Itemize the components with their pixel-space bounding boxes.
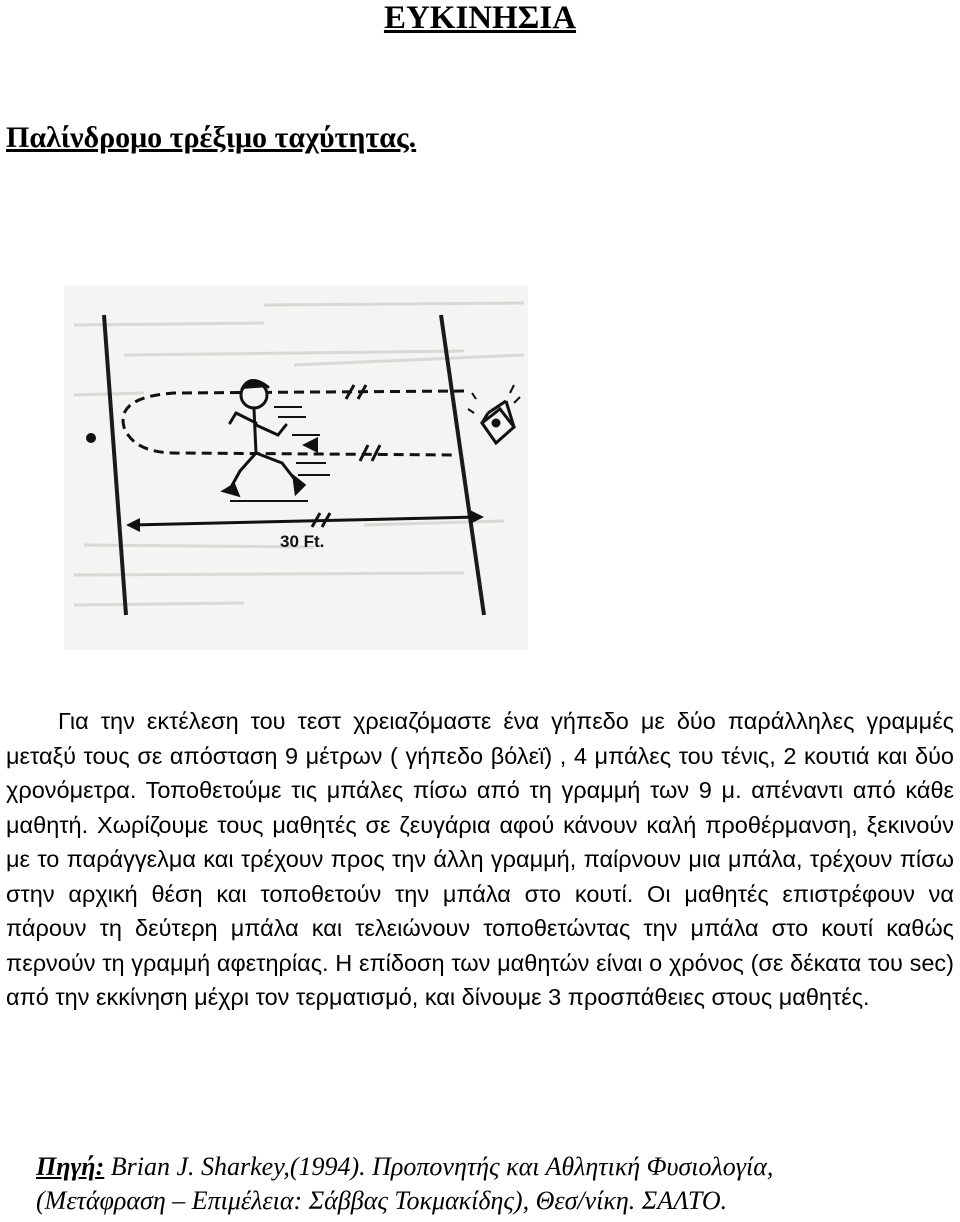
break-marks — [312, 385, 380, 527]
direction-arrow — [302, 437, 318, 453]
start-line — [104, 315, 126, 615]
test-description — [6, 704, 954, 1015]
ball-icon — [86, 433, 96, 443]
turn-line — [441, 315, 484, 615]
runner-figure — [224, 380, 304, 495]
source-citation — [36, 1150, 936, 1218]
description-part-2: Χωρίζουμε τους μαθητές σε ζευγάρια αφού κάνουν καλή προθέρμανση, ξεκινούν με το παράγγελμα και τρέχουν προς την άλλη γραμμή, παίρνουν μια μπάλα, τρέχουν πίσω στην αρχική θέση και τοποθετούν την μπάλα στο κουτί. Οι μαθητές επιστρέφουν να πάρουν τη δεύτερη μπάλα και τελειώνουν τοποθετώντας την μπάλα στο κουτί καθώς περνούν τη γραμμή αφετηρίας. Η επίδοση των μαθητών είναι ο χρόνος (σε δέκατα του sec) από την εκκίνηση μέχρι τον τερματισμό, και δίνουμε 3 προσπάθειες στους μαθητές. — [6, 811, 954, 1010]
distance-label: 30 Ft. — [280, 532, 325, 551]
run-path — [123, 391, 464, 455]
box-icon — [482, 401, 514, 443]
source-label: Πηγή: — [36, 1152, 105, 1181]
description-part-1: Για την εκτέλεση του τεστ χρειαζόμαστε ένα γήπεδο με δύο παράλληλες γραμμές μεταξύ τους σε απόσταση 9 μέτρων ( γήπεδο βόλεϊ) , 4 μπάλες του τένις, 2 κουτιά και δύο χρονόμετρα. Τοποθετούμε τις μπάλες πίσω από τη γραμμή των 9 μ. απέναντι από κάθε μαθητή. — [6, 708, 954, 838]
page-title: ΕΥΚΙΝΗΣΙΑ — [383, 0, 577, 36]
section-heading: Παλίνδρομο τρέξιμο ταχύτητας. — [6, 121, 417, 154]
shuttle-run-illustration — [64, 285, 528, 650]
source-line-1: Brian J. Sharkey,(1994). Προπονητής και Αθλητική Φυσιολογία, — [104, 1152, 774, 1181]
source-line-2: (Μετάφραση – Επιμέλεια: Σάββας Τοκμακίδης), Θεσ/νίκη. ΣΑΛΤΟ. — [36, 1186, 728, 1215]
